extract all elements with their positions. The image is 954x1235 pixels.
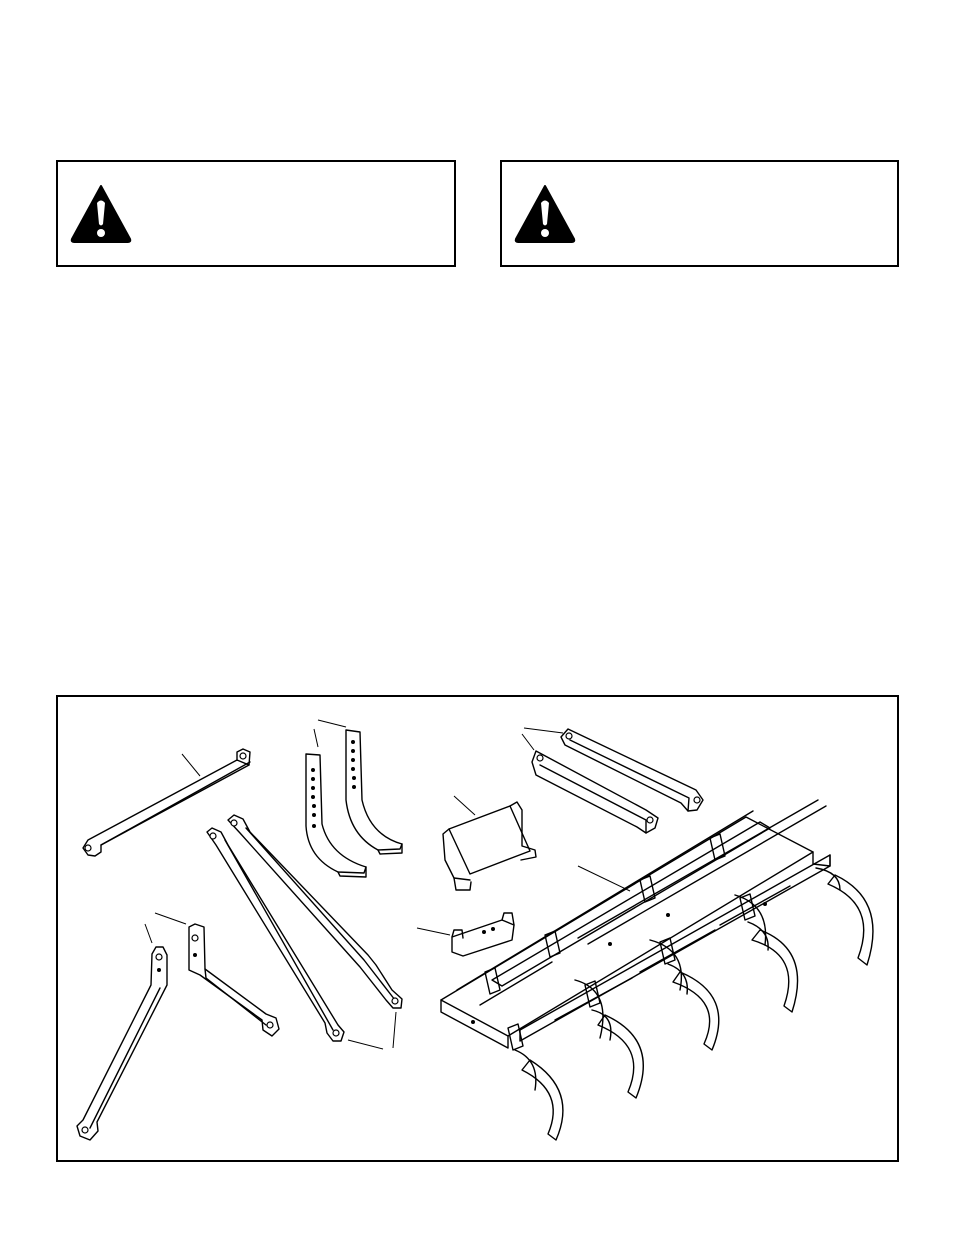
shank-frame-assembly-part xyxy=(441,800,873,1140)
shield-bracket-part xyxy=(443,796,536,890)
curved-shank-part xyxy=(318,720,402,854)
warning-box-right xyxy=(500,160,899,267)
angled-arm-part xyxy=(77,924,167,1140)
exploded-parts-drawing xyxy=(58,697,897,1160)
warning-triangle-icon xyxy=(513,183,577,245)
parts-illustration-frame xyxy=(56,695,899,1162)
warning-box-left xyxy=(56,160,456,267)
link-bar-part xyxy=(524,728,703,811)
curved-shank-part xyxy=(306,729,366,877)
offset-bracket-part xyxy=(155,913,279,1036)
small-bracket-part xyxy=(417,913,514,956)
warning-triangle-icon xyxy=(69,183,133,245)
link-bar-part xyxy=(522,734,658,833)
